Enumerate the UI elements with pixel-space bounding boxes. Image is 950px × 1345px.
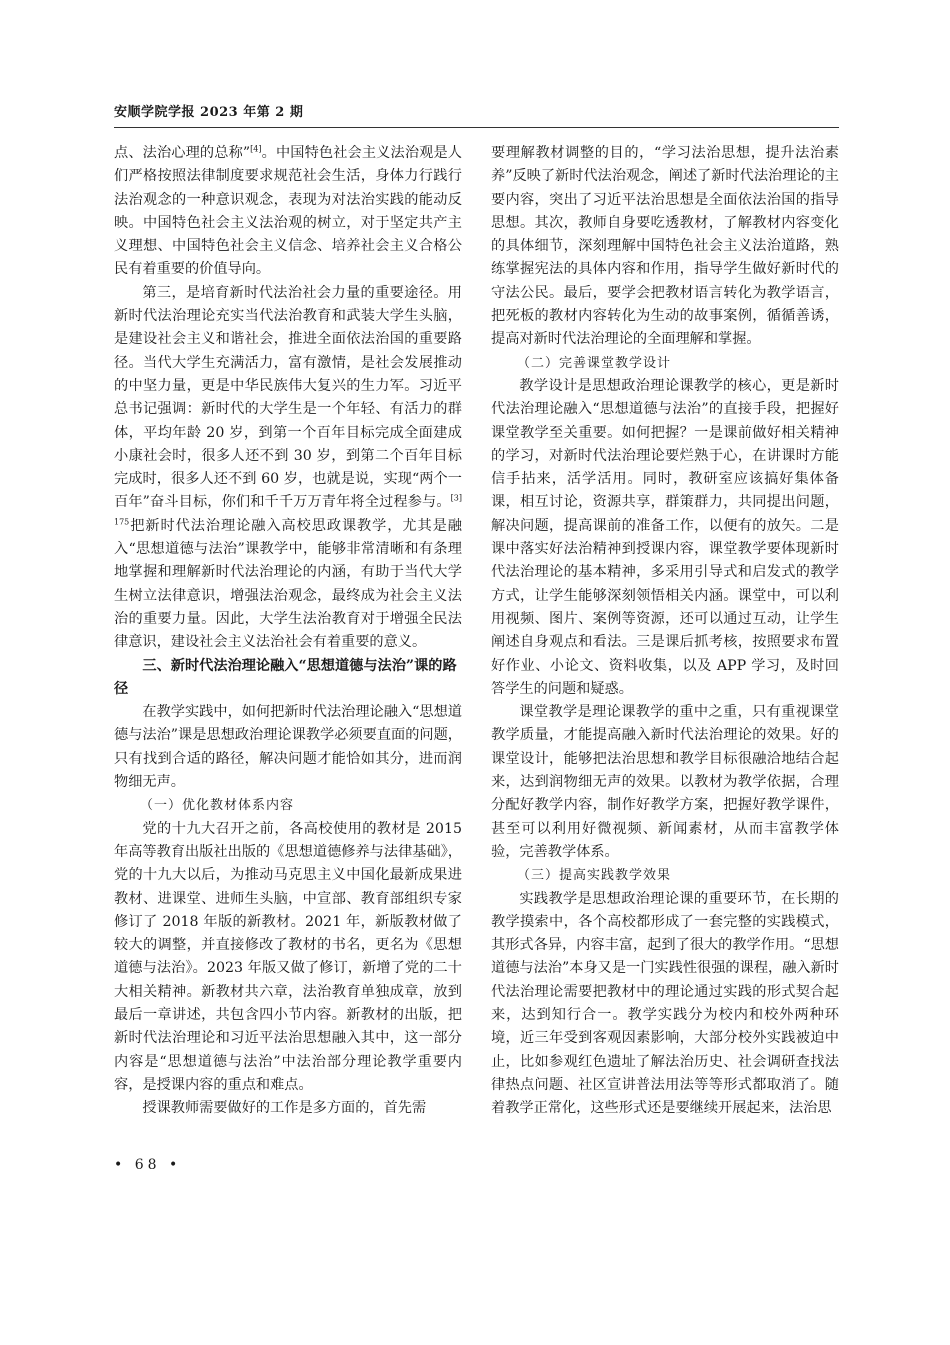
subsection-heading: （三）提高实践教学效果 <box>517 868 672 884</box>
paragraph: 第三，是培育新时代法治社会力量的重要途径。用新时代法治理论充实当代法治教育和武装大学生头脑，是建设社会主义和谐社会，推进全面依法治国的重要路径。当代大学生充满活力，富有激情，是社会发展推动的中坚力量，更是中华民族伟大复兴的生力军。习近平总书记强调：新时代的大学生是一个年轻、有活力的群体，平均年龄 20 岁，到第一个百年目标完成全面建成小康社会时，很多人还不到 30 岁，到第二个百年目标完成时，很多人还不到 60 岁，也就是说，实现“两个一百年”奋斗目标，你们和千千万万青年将全过程参与。$^{[3]175}$把新时代法治理论融入高校思政课教学，尤其是融入“思想道德与法治”课教学中，能够非常清晰和有条理地掌握和理解新时代法治理论的内涵，有助于当代大学生树立法律意识，增强法治观念，最终成为社会主义法治的重要力量。因此，大学生法治教育对于增强全民法律意识，建设社会主义法治社会有着重要的意义。 <box>114 284 462 651</box>
paragraph: 实践教学是思想政治理论课的重要环节，在长期的教学摸索中，各个高校都形成了一套完整的实践模式，其形式各异，内容丰富，起到了很大的教学作用。“思想道德与法治”本身又是一门实践性很强的课程，融入新时代法治理论需要把教材中的理论通过实践的形式契合起来，达到知行合一。教学实践分为校内和校外两种环境，近三年受到客观因素影响，大部分校外实践被迫中止，比如参观红色遗址了解法治历史、社会调研查找法律热点问题、社区宣讲普法用法等等形式都取消了。随着教学正常化，这些形式还是要继续开展起来，法治思 <box>491 890 839 1117</box>
page-number: • 68 • <box>114 1157 182 1173</box>
paragraph: 点、法治心理的总称”[4]。中国特色社会主义法治观是人们严格按照法律制度要求规范社会生活，身体力行践行法治观念的一种意识观念，表现为对法治实践的能动反映。中国特色社会主义法治观的树立，对于坚定共产主义理想、中国特色社会主义信念、培养社会主义合格公民有着重要的价值导向。 <box>114 144 462 278</box>
paragraph: 在教学实践中，如何把新时代法治理论融入“思想道德与法治”课是思想政治理论课教学必须要直面的问题，只有找到合适的路径，解决问题才能恰如其分，进而润物细无声。 <box>114 704 462 791</box>
left-column <box>114 142 462 1120</box>
paragraph: 党的十九大召开之前，各高校使用的教材是 2015 年高等教育出版社出版的《思想道德修养与法律基础》，党的十九大以后，为推动马克思主义中国化最新成果进教材、进课堂、进师生头脑，中宣部、教育部组织专家修订了 2018 年版的新教材。2021 年，新版教材做了较大的调整，并直接修改了教材的书名，更名为《思想道德与法治》。2023 年版又做了修订，新增了党的二十大相关精神。新教材共六章，法治教育单独成章，放到最后一章讲述，共包含四小节内容。新教材的出版，把新时代法治理论和习近平法治思想融入其中，这一部分内容是“思想道德与法治”中法治部分理论教学重要内容，是授课内容的重点和难点。 <box>114 820 462 1093</box>
paragraph: 授课教师需要做好的工作是多方面的，首先需 <box>142 1100 427 1117</box>
citation: [3]175 <box>114 493 462 527</box>
section-heading: 三、新时代法治理论融入“思想道德与法治”课的路径 <box>114 657 457 697</box>
running-head: 安顺学院学报 2023 年第 2 期 <box>114 105 304 120</box>
header-rule <box>114 127 839 128</box>
subsection-heading: （二）完善课堂教学设计 <box>517 355 672 371</box>
citation: [4] <box>250 144 262 154</box>
paragraph: 教学设计是思想政治理论课教学的核心，更是新时代法治理论融入“思想道德与法治”的直接手段，把握好课堂教学至关重要。如何把握？一是课前做好相关精神的学习，对新时代法治理论要烂熟于心，在讲课时方能信手拈来，活学活用。同时，教研室应该搞好集体备课，相互讨论，资源共享，群策群力，共同提出问题，解决问题，提高课前的准备工作，以便有的放矢。二是课中落实好法治精神到授课内容，课堂教学要体现新时代法治理论的基本精神，多采用引导式和启发式的教学方式，让学生能够深刻领悟相关内涵。课堂中，可以利用视频、图片、案例等资源，还可以通过互动，让学生阐述自身观点和看法。三是课后抓考核，按照要求布置好作业、小论文、资料收集，以及 APP 学习，及时回答学生的问题和疑惑。 <box>491 377 839 697</box>
paragraph: 要理解教材调整的目的，“学习法治思想，提升法治素养”反映了新时代法治观念，阐述了新时代法治理论的主要内容，突出了习近平法治思想是全面依法治国的指导思想。其次，教师自身要吃透教材，了解教材内容变化的具体细节，深刻理解中国特色社会主义法治道路，熟练掌握宪法的具体内容和作用，指导学生做好新时代的守法公民。最后，要学会把教材语言转化为教学语言，把死板的教材内容转化为生动的故事案例，循循善诱，提高对新时代法治理论的全面理解和掌握。 <box>491 145 839 348</box>
paragraph: 课堂教学是理论课教学的重中之重，只有重视课堂教学质量，才能提高融入新时代法治理论的效果。好的课堂设计，能够把法治思想和教学目标很融洽地结合起来，达到润物细无声的效果。以教材为教学依据，合理分配好教学内容，制作好教学方案，把握好教学课件，甚至可以利用好微视频、新闻素材，从而丰富教学体验，完善教学体系。 <box>491 704 839 860</box>
right-column <box>491 142 839 1120</box>
subsection-heading: （一）优化教材体系内容 <box>140 798 295 814</box>
